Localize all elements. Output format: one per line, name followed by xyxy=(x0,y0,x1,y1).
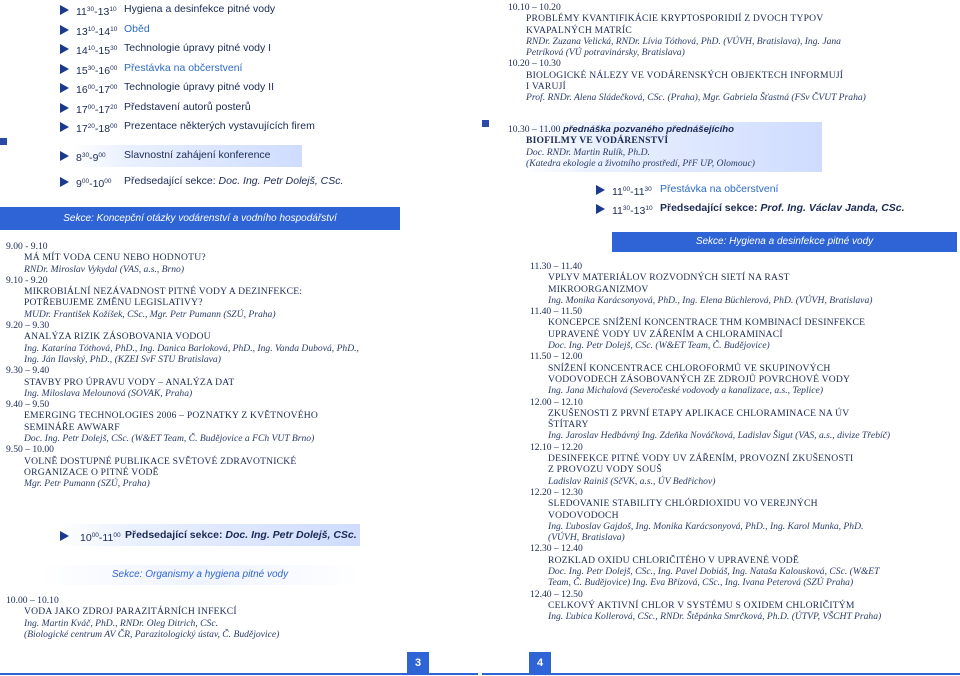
talks-list-1 xyxy=(508,2,958,104)
section-header: Sekce: Hygiena a desinfekce pitné vody xyxy=(612,232,957,252)
talk-time: 10.10 – 10.20 xyxy=(508,2,561,13)
talk-title-cont: Z PROVOZU VODY SOUŠ xyxy=(548,464,662,476)
talk-time: 10.20 – 10.30 xyxy=(508,58,561,70)
row-label: Technologie úpravy pitné vody I xyxy=(124,42,272,54)
talk-item xyxy=(6,444,476,489)
talk-title: STAVBY PRO ÚPRAVU VODY – ANALÝZA DAT xyxy=(24,376,235,388)
talk-authors: Doc. Ing. Petr Dolejš, CSc., Ing. Pavel Dobiáš, Ing. Nataša Kalousková, CSc. (W&ET xyxy=(548,566,880,578)
talk-authors: Ing. Ľubica Kollerová, CSc., RNDr. Štěpánka Smrčková, Ph.D. (ÚTVP, VŠCHT Praha) xyxy=(548,611,882,623)
chair1-label: Předsedající sekce: Doc. Ing. Petr Dolejš, CSc. xyxy=(124,175,344,187)
talk-authors: RNDr. Miroslav Vykydal (VAS, a.s., Brno) xyxy=(24,263,185,275)
marker-square xyxy=(0,138,7,145)
talk-authors: Ing. Jana Michalová (Severočeské vodovody a kanalizace, a.s., Teplice) xyxy=(548,385,824,397)
talk-authors: MUDr. František Kožíšek, CSc., Mgr. Petr Pumann (SZÚ, Praha) xyxy=(24,308,276,320)
arrow-right-icon xyxy=(60,5,69,15)
talk-item xyxy=(6,595,476,640)
talk-title: BIOLOGICKÉ NÁLEZY VE VODÁRENSKÝCH OBJEKTECH INFORMUJÍ xyxy=(526,69,844,81)
marker-square xyxy=(482,120,489,127)
talk-time: 12.30 – 12.40 xyxy=(530,543,583,555)
lecture-title: BIOFILMY VE VODÁRENSTVÍ xyxy=(526,135,669,147)
talk-item xyxy=(6,399,476,444)
talk-title-cont: I VARUJÍ xyxy=(526,81,566,93)
chair1-time: $9^{00}-10^{00}$ xyxy=(76,178,112,190)
talk-title-cont: MIKROORGANIZMOV xyxy=(548,283,649,295)
talk-time: 12.10 – 12.20 xyxy=(530,441,583,453)
schedule-row xyxy=(0,20,478,40)
talk-item xyxy=(508,2,958,58)
break-label: Přestávka na občerstvení xyxy=(660,183,779,195)
arrow-right-icon xyxy=(60,177,69,187)
chair2-label: Předsedající sekce: Doc. Ing. Petr Dolejš, CSc. xyxy=(125,529,357,541)
chair-label: Předsedající sekce: Prof. Ing. Václav Janda, CSc. xyxy=(660,202,905,214)
talk-authors: Ladislav Rainiš (SčVK, a.s., ÚV Bedřichov) xyxy=(548,475,716,487)
talk-title-cont: VODOVODOCH xyxy=(548,509,619,521)
talk-item xyxy=(530,351,958,396)
row-label: Přestávka na občerstvení xyxy=(124,61,243,74)
section-header-2: Sekce: Organismy a hygiena pitné vody xyxy=(40,565,360,585)
talk-time: 11.30 – 11.40 xyxy=(530,261,583,272)
row-time: $16^{00}-17^{00}$ xyxy=(76,84,118,96)
arrow-right-icon xyxy=(60,151,69,161)
schedule-row xyxy=(0,0,478,20)
talk-item xyxy=(6,275,476,320)
talk-title-cont: VODOVODECH ZÁSOBOVANÝCH ZE ZDROJŮ POVRCHOVÉ VODY xyxy=(548,373,851,385)
talk-authors: Ing. Miloslava Melounová (SOVAK, Praha) xyxy=(24,387,193,399)
arrow-right-icon xyxy=(596,185,605,195)
talk-title-cont: POTŘEBUJEME ZMĚNU LEGISLATIVY? xyxy=(24,297,203,309)
talk-title: SLEDOVANIE STABILITY CHLÓRDIOXIDU VO VEREJNÝCH xyxy=(548,498,818,510)
talk-title: VOLNĚ DOSTUPNÉ PUBLIKACE SVĚTOVÉ ZDRAVOTNICKÉ xyxy=(24,455,297,467)
talk-item xyxy=(530,261,958,306)
talk-authors: Ing. Katarína Tóthová, PhD., Ing. Danica Barloková, PhD., Ing. Vanda Dubová, PhD., xyxy=(24,342,359,354)
talk-title: PROBLÉMY KVANTIFIKÁCIE KRYPTOSPORIDIÍ Z DVOCH TYPOV xyxy=(526,13,824,25)
page-number: 3 xyxy=(407,652,429,674)
talk-item xyxy=(508,58,958,103)
talks-list-1 xyxy=(6,241,476,490)
arrow-right-icon xyxy=(60,44,69,54)
invited-lecture xyxy=(508,124,958,169)
row-label: Představení autorů posterů xyxy=(124,100,251,113)
talk-title: VODA JAKO ZDROJ PARAZITÁRNÍCH INFEKCÍ xyxy=(24,606,237,618)
lecture-time: 10.30 – 11.00 xyxy=(508,124,561,135)
opening-time: $8^{30}-9^{00}$ xyxy=(76,152,106,164)
talk-authors: Prof. RNDr. Alena Sládečková, CSc. (Praha), Mgr. Gabriela Šťastná (FSv ČVUT Praha) xyxy=(526,92,866,104)
row-label: Oběd xyxy=(124,22,150,35)
talk-title: MIKROBIÁLNÍ NEZÁVADNOST PITNÉ VODY A DEZINFEKCE: xyxy=(24,286,303,298)
schedule-row xyxy=(0,117,478,137)
talk-item xyxy=(530,487,958,543)
talk-title-cont: KVAPALNÝCH MATRÍC xyxy=(526,24,633,36)
arrow-right-icon xyxy=(60,64,69,74)
talk-time: 9.50 – 10.00 xyxy=(6,444,54,456)
talk-authors: Doc. Ing. Petr Dolejš, CSc. (W&ET Team, Č. Budějovice a FCh VUT Brno) xyxy=(24,433,315,445)
schedule-row xyxy=(0,39,478,59)
talk-authors: Mgr. Petr Pumann (SZÚ, Praha) xyxy=(24,478,150,490)
break-row xyxy=(536,180,956,200)
talk-item xyxy=(6,241,476,275)
talk-item xyxy=(530,306,958,351)
row-time: $14^{10}-15^{30}$ xyxy=(76,45,118,57)
chair2-time: $10^{00}-11^{00}$ xyxy=(80,532,121,544)
talk-authors: Team, Č. Budějovice) Ing. Eva Břízová, CSc., Ing. Ivana Peterová (SZÚ Praha) xyxy=(548,577,854,589)
schedule-row xyxy=(0,98,478,118)
row-time: $17^{20}-18^{00}$ xyxy=(76,123,118,135)
arrow-right-icon xyxy=(596,204,605,214)
break-time: $11^{00}-11^{30}$ xyxy=(612,186,652,198)
talk-title: VPLYV MATERIÁLOV ROZVODNÝCH SIETÍ NA RAST xyxy=(548,272,790,284)
talk-authors: Ing. Ján Ilavský, PhD., (KZEI SvF STU Bratislava) xyxy=(24,353,221,365)
talk-authors: Ing. Monika Karácsonyová, PhD., Ing. Elena Büchlerová, PhD. (VÚVH, Bratislava) xyxy=(548,294,873,306)
talk-item xyxy=(530,543,958,588)
schedule-row xyxy=(0,59,478,79)
talk-title: DESINFEKCE PITNÉ VODY UV ZÁŘENÍM, PROVOZNÍ ZKUŠENOSTI xyxy=(548,453,854,465)
talk-authors: (Biologické centrum AV ČR, Parazitologický ústav, Č. Budějovice) xyxy=(24,628,280,640)
talk-title: KONCEPCE SNÍŽENÍ KONCENTRACE THM KOMBINACÍ DESINFEKCE xyxy=(548,317,866,329)
chair1-row xyxy=(0,172,478,192)
lecture-author: Doc. RNDr. Martin Rulík, Ph.D. xyxy=(526,146,650,158)
talk-item xyxy=(530,442,958,487)
schedule-list xyxy=(0,0,478,137)
row-time: $11^{30}-13^{10}$ xyxy=(76,6,117,18)
bottom-bar xyxy=(482,673,960,675)
talk-time: 12.20 – 12.30 xyxy=(530,486,583,498)
opening-row xyxy=(0,146,478,166)
talk-authors: Ing. Jaroslav Hedbávný Ing. Zdeňka Nováčková, Ladislav Šigut (VAS, a.s., divize Třebíč) xyxy=(548,430,891,442)
talks-list-2 xyxy=(6,595,476,640)
row-time: $13^{10}-14^{10}$ xyxy=(76,25,118,38)
talk-title: EMERGING TECHNOLOGIES 2006 – POZNATKY Z KVĚTNOVÉHO xyxy=(24,410,319,422)
talk-authors: Doc. Ing. Petr Dolejš, CSc. (W&ET Team, Č. Budějovice) xyxy=(548,340,770,352)
row-time: $17^{00}-17^{20}$ xyxy=(76,103,118,116)
schedule-row xyxy=(0,78,478,98)
talk-item xyxy=(6,365,476,399)
talk-authors: Petríková (VÚ potravinársky, Bratislava) xyxy=(526,47,685,59)
lecture-label: přednáška pozvaného přednášejícího xyxy=(562,124,734,135)
talk-title: ZKUŠENOSTI Z PRVNÍ ETAPY APLIKACE CHLORAMINACE NA ÚV xyxy=(548,407,850,419)
talk-authors: RNDr. Zuzana Velická, RNDr. Lívia Tóthová, PhD. (VÚVH, Bratislava), Ing. Jana xyxy=(526,35,841,47)
row-label: Hygiena a desinfekce pitné vody xyxy=(124,3,276,15)
talk-time: 10.00 – 10.10 xyxy=(6,595,59,606)
talk-authors: (VÚVH, Bratislava) xyxy=(548,532,625,544)
talk-title-cont: SEMINÁŘE AWWARF xyxy=(24,421,120,433)
row-label: Prezentace některých vystavujících firem xyxy=(124,120,315,132)
talk-item xyxy=(6,320,476,365)
page-number: 4 xyxy=(529,652,551,674)
section-header-1: Sekce: Koncepční otázky vodárenství a vodního hospodářství xyxy=(0,207,400,230)
talk-time: 12.00 – 12.10 xyxy=(530,396,583,408)
talk-time: 9.20 – 9.30 xyxy=(6,320,50,332)
talk-time: 11.50 – 12.00 xyxy=(530,351,583,363)
arrow-right-icon xyxy=(60,103,69,113)
talks-list-2 xyxy=(530,261,958,623)
talk-title: ROZKLAD OXIDU CHLORIČITÉHO V UPRAVENÉ VODĚ xyxy=(548,554,799,566)
talk-title: CELKOVÝ AKTIVNÍ CHLOR V SYSTÉMU S OXIDEM CHLORIČITÝM xyxy=(548,599,855,611)
talk-title: ANALÝZA RIZIK ZÁSOBOVANIA VODOU xyxy=(24,331,211,343)
chair-time: $11^{30}-13^{10}$ xyxy=(612,205,653,217)
talk-time: 9.40 – 9.50 xyxy=(6,399,50,411)
talk-authors: Ing. Ľuboslav Gajdoš, Ing. Monika Karácsonyová, PhD., Ing. Karol Munka, PhD. xyxy=(548,520,864,532)
arrow-right-icon xyxy=(60,83,69,93)
talk-title-cont: ŠTÍTARY xyxy=(548,419,589,431)
talk-title: MÁ MÍT VODA CENU NEBO HODNOTU? xyxy=(24,252,206,264)
talk-time: 12.40 – 12.50 xyxy=(530,588,583,600)
talk-title-cont: UPRAVENÉ VODY UV ZÁŘENÍM A CHLORAMINACÍ xyxy=(548,328,783,340)
talk-time: 9.10 - 9.20 xyxy=(6,274,48,286)
talk-time: 9.00 - 9.10 xyxy=(6,241,48,252)
row-label: Technologie úpravy pitné vody II xyxy=(124,81,275,93)
chair2-row xyxy=(0,526,478,546)
arrow-right-icon xyxy=(60,531,69,541)
lecture-affiliation: (Katedra ekologie a životního prostředí, PřF UP, Olomouc) xyxy=(526,157,755,169)
talk-item xyxy=(530,397,958,442)
row-time: $15^{30}-16^{00}$ xyxy=(76,64,118,77)
arrow-right-icon xyxy=(60,122,69,132)
chair-row xyxy=(536,199,956,219)
arrow-right-icon xyxy=(60,25,69,35)
talk-title: SNÍŽENÍ KONCENTRACE CHLOROFORMŮ VE SKUPINOVÝCH xyxy=(548,362,831,374)
opening-label: Slavnostní zahájení konference xyxy=(124,149,271,161)
talk-item xyxy=(530,589,958,623)
talk-time: 11.40 – 11.50 xyxy=(530,306,583,318)
talk-authors: Ing. Martin Kváč, PhD., RNDr. Oleg Ditrich, CSc. xyxy=(24,617,218,629)
talk-title-cont: ORGANIZACE O PITNÉ VODĚ xyxy=(24,466,159,478)
talk-time: 9.30 – 9.40 xyxy=(6,365,50,377)
